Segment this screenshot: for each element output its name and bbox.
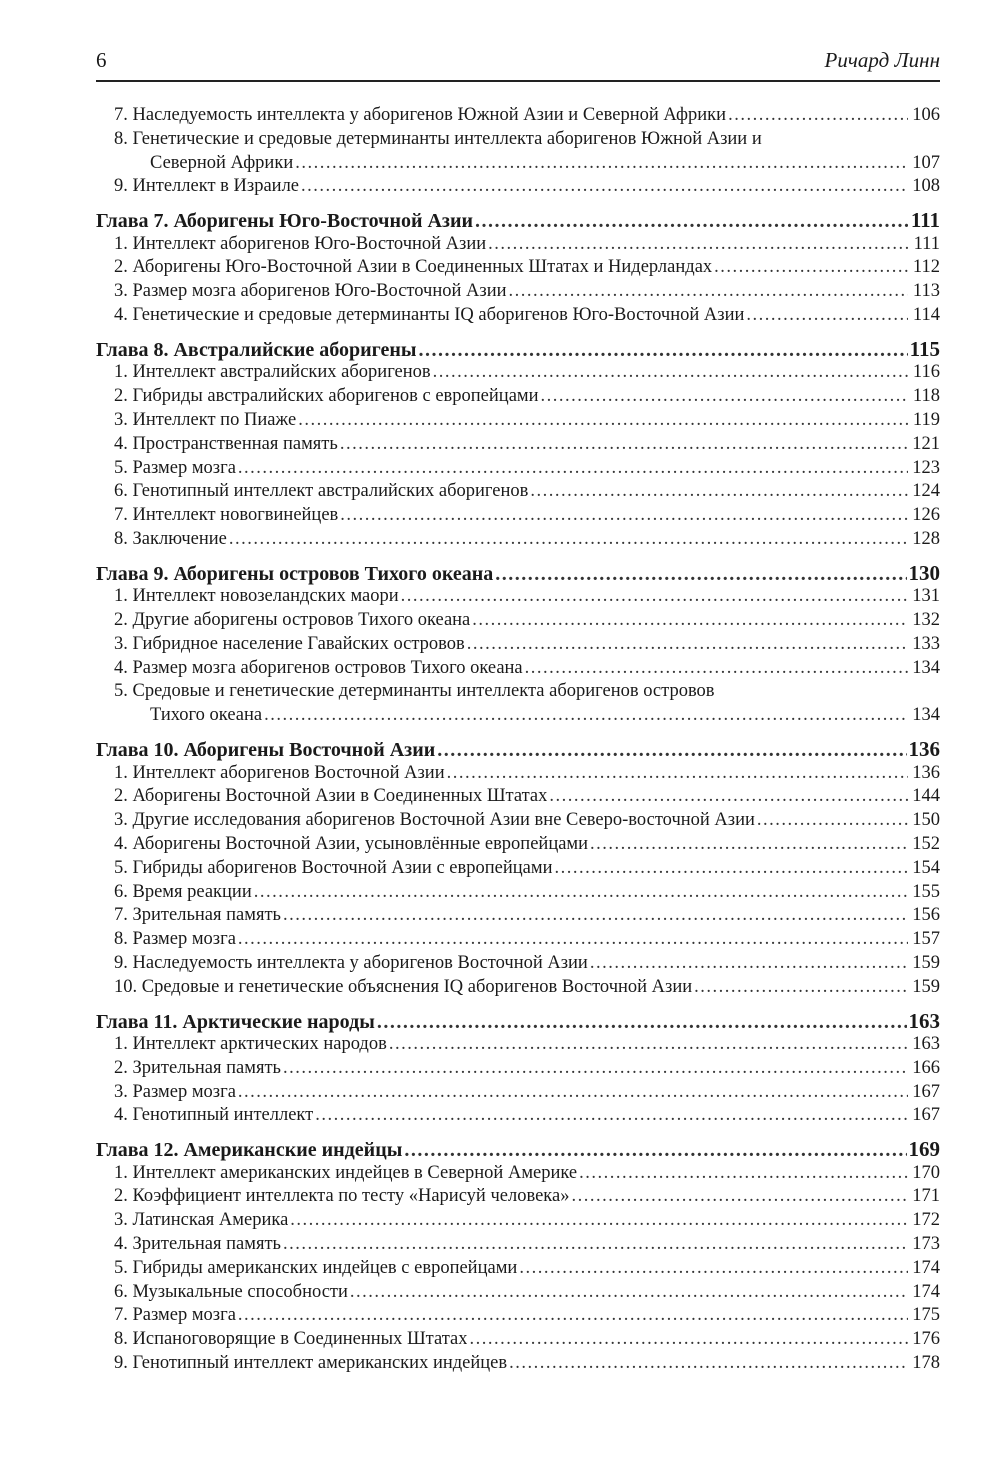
toc-section-entry[interactable] [96, 904, 940, 928]
entry-page-number: 136 [908, 737, 940, 762]
dot-leader [519, 1257, 908, 1281]
entry-title: 4. Зрительная память [114, 1234, 281, 1255]
toc-section-entry[interactable] [96, 280, 940, 304]
dot-leader [530, 480, 908, 504]
entry-page-number: 169 [908, 1137, 940, 1162]
entry-page-number: 111 [910, 208, 940, 233]
entry-title: 7. Размер мозга [114, 1305, 236, 1326]
toc-section-entry[interactable] [96, 433, 940, 457]
entry-title: 4. Генетические и средовые детерминанты IQ аборигенов Юго-Восточной Азии [114, 305, 745, 326]
entry-page-number: 163 [908, 1008, 940, 1033]
entry-page-number: 108 [912, 176, 940, 197]
entry-title: 4. Генотипный интеллект [114, 1105, 314, 1126]
entry-page-number: 119 [912, 409, 940, 430]
toc-section-entry[interactable] [96, 361, 940, 385]
running-header [96, 44, 940, 82]
entry-page-number: 178 [912, 1353, 940, 1374]
toc-section-entry[interactable] [96, 256, 940, 280]
entry-page-number: 174 [912, 1281, 940, 1302]
entry-page-number: 112 [912, 257, 940, 278]
toc-section-entry-continuation[interactable] [96, 704, 940, 728]
dot-leader [254, 881, 908, 905]
toc-section-entry[interactable] [96, 175, 940, 199]
entry-page-number: 126 [912, 505, 940, 526]
entry-page-number: 176 [912, 1329, 940, 1350]
entry-page-number: 131 [912, 586, 940, 607]
running-header-author: Ричард Линн [824, 48, 940, 72]
dot-leader [590, 952, 908, 976]
dot-leader [389, 1033, 908, 1057]
toc-section-entry[interactable] [96, 304, 940, 328]
entry-page-number: 150 [912, 810, 940, 831]
dot-leader [340, 504, 908, 528]
dot-leader [590, 833, 908, 857]
dot-leader [714, 256, 908, 280]
toc-section-entry[interactable] [96, 857, 940, 881]
dot-leader [419, 338, 908, 363]
entry-page-number: 173 [912, 1234, 940, 1255]
dot-leader [437, 738, 906, 763]
dot-leader [495, 562, 906, 587]
toc-section-entry[interactable] [96, 1281, 940, 1305]
toc-section-entry[interactable] [96, 409, 940, 433]
toc-section-entry[interactable] [96, 1033, 940, 1057]
toc-section-entry[interactable] [96, 104, 940, 128]
dot-leader [475, 209, 908, 234]
entry-title: 1. Интеллект австралийских аборигенов [114, 362, 431, 383]
toc-section-entry[interactable] [96, 952, 940, 976]
entry-title: 1. Интеллект новозеландских маори [114, 586, 399, 607]
toc-section-entry[interactable] [96, 1352, 940, 1376]
entry-title: Глава 12. Американские индейцы [96, 1139, 403, 1162]
entry-page-number: 130 [908, 560, 940, 585]
dot-leader [509, 1352, 908, 1376]
page-number: 6 [96, 48, 107, 72]
dot-leader [447, 762, 908, 786]
toc-section-entry[interactable] [96, 976, 940, 1000]
entry-title: 2. Коэффициент интеллекта по тесту «Нарисуй человека» [114, 1186, 570, 1207]
entry-title: 3. Другие исследования аборигенов Восточной Азии вне Северо-восточной Азии [114, 810, 755, 831]
entry-title: Глава 8. Австралийские аборигены [96, 338, 417, 361]
toc-section-entry[interactable] [96, 1328, 940, 1352]
toc-section-entry-continuation[interactable] [96, 152, 940, 176]
dot-leader [746, 304, 908, 328]
entry-title: Глава 7. Аборигены Юго-Восточной Азии [96, 210, 474, 233]
entry-page-number: 113 [912, 281, 940, 302]
toc-section-entry[interactable] [96, 585, 940, 609]
entry-title: Северной Африки [150, 152, 294, 173]
toc-section-entry[interactable] [96, 1104, 940, 1128]
entry-page-number: 134 [912, 657, 940, 678]
entry-page-number: 152 [912, 833, 940, 854]
entry-page-number: 144 [912, 786, 940, 807]
dot-leader [283, 1233, 908, 1257]
toc-section-entry[interactable] [96, 785, 940, 809]
dot-leader [298, 409, 908, 433]
toc-section-entry[interactable] [96, 233, 940, 257]
entry-page-number: 107 [912, 152, 940, 173]
entry-title: 1. Интеллект аборигенов Восточной Азии [114, 762, 445, 783]
toc-chapter-entry[interactable] [96, 1009, 940, 1034]
dot-leader [295, 152, 908, 176]
entry-title: 9. Генотипный интеллект американских индейцев [114, 1353, 508, 1374]
dot-leader [541, 385, 908, 409]
toc-chapter-entry[interactable] [96, 561, 940, 586]
toc-section-entry[interactable] [96, 809, 940, 833]
entry-page-number: 154 [912, 857, 940, 878]
dot-leader [238, 928, 908, 952]
entry-title: Глава 9. Аборигены островов Тихого океана [96, 562, 494, 585]
entry-title: Глава 11. Арктические народы [96, 1010, 375, 1033]
dot-leader [229, 528, 908, 552]
dot-leader [525, 657, 908, 681]
entry-title: 3. Размер мозга аборигенов Юго-Восточной Азии [114, 281, 507, 302]
entry-page-number: 133 [912, 633, 940, 654]
entry-page-number: 163 [912, 1034, 940, 1054]
toc-section-entry[interactable] [96, 385, 940, 409]
entry-page-number: 171 [912, 1186, 940, 1207]
entry-page-number: 156 [912, 905, 940, 926]
toc-section-entry[interactable] [96, 1057, 940, 1081]
entry-title: 7. Зрительная память [114, 905, 281, 926]
entry-page-number: 175 [912, 1305, 940, 1326]
entry-page-number: 157 [912, 929, 940, 950]
toc-section-entry[interactable] [96, 1257, 940, 1281]
toc-section-entry[interactable] [96, 480, 940, 504]
entry-page-number: 123 [912, 457, 940, 478]
toc-chapter-entry[interactable] [96, 737, 940, 762]
entry-page-number: 106 [912, 105, 940, 125]
entry-title: 2. Гибриды австралийских аборигенов с европейцами [114, 386, 539, 407]
dot-leader [340, 433, 908, 457]
entry-title: 6. Генотипный интеллект австралийских аборигенов [114, 481, 529, 502]
dot-leader [404, 1138, 906, 1163]
entry-page-number: 116 [912, 362, 940, 383]
entry-title: 1. Интеллект аборигенов Юго-Восточной Азии [114, 233, 487, 254]
entry-page-number: 166 [912, 1057, 940, 1078]
entry-page-number: 172 [912, 1210, 940, 1231]
entry-title: 4. Размер мозга аборигенов островов Тихого океана [114, 657, 523, 678]
entry-page-number: 134 [912, 705, 940, 726]
entry-title: 5. Размер мозга [114, 457, 236, 478]
toc-section-entry[interactable] [96, 928, 940, 952]
dot-leader [488, 233, 908, 257]
dot-leader [315, 1104, 908, 1128]
dot-leader [290, 1209, 908, 1233]
entry-title: 1. Интеллект арктических народов [114, 1034, 387, 1054]
entry-title: 7. Наследуемость интеллекта у аборигенов Южной Азии и Северной Африки [114, 105, 727, 125]
entry-title: 10. Средовые и генетические объяснения IQ аборигенов Восточной Азии [114, 976, 693, 997]
entry-page-number: 159 [912, 976, 940, 997]
entry-page-number: 174 [912, 1257, 940, 1278]
toc-chapter-entry[interactable] [96, 337, 940, 362]
entry-title: 8. Испаноговорящие в Соединенных Штатах [114, 1329, 468, 1350]
dot-leader [509, 280, 909, 304]
entry-page-number: 124 [912, 481, 940, 502]
dot-leader [238, 1081, 908, 1105]
entry-title: 5. Гибриды аборигенов Восточной Азии с европейцами [114, 857, 553, 878]
entry-title: 9. Наследуемость интеллекта у аборигенов Восточной Азии [114, 952, 588, 973]
toc-section-entry[interactable]: 8. Генетические и средовые детерминанты интеллекта аборигенов Южной Азии и [114, 128, 762, 149]
toc-chapter-entry[interactable] [96, 1137, 940, 1162]
entry-title: 2. Аборигены Восточной Азии в Соединенных Штатах [114, 786, 548, 807]
entry-page-number: 170 [912, 1162, 940, 1183]
dot-leader [377, 1010, 907, 1035]
dot-leader [467, 633, 908, 657]
dot-leader [283, 904, 908, 928]
toc-section-entry[interactable] [96, 1304, 940, 1328]
dot-leader [694, 976, 908, 1000]
entry-title: Тихого океана [150, 705, 263, 726]
toc-section-entry[interactable] [96, 504, 940, 528]
entry-title: 6. Время реакции [114, 881, 252, 902]
entry-title: 6. Музыкальные способности [114, 1281, 348, 1302]
dot-leader [469, 1328, 908, 1352]
dot-leader [433, 361, 908, 385]
entry-title: 9. Интеллект в Израиле [114, 176, 300, 197]
dot-leader [472, 609, 908, 633]
toc-section-entry[interactable] [96, 1209, 940, 1233]
entry-page-number: 115 [909, 336, 940, 361]
entry-title: 3. Латинская Америка [114, 1210, 289, 1231]
entry-title: 8. Размер мозга [114, 929, 236, 950]
dot-leader [549, 785, 908, 809]
entry-page-number: 121 [912, 433, 940, 454]
entry-title: 4. Пространственная память [114, 433, 338, 454]
dot-leader [238, 457, 908, 481]
toc-chapter-entry[interactable] [96, 208, 940, 233]
dot-leader [301, 175, 908, 199]
toc-section-entry[interactable] [96, 657, 940, 681]
toc-section-entry[interactable] [96, 881, 940, 905]
entry-page-number: 132 [912, 610, 940, 631]
toc-section-entry[interactable] [96, 528, 940, 552]
table-of-contents [96, 104, 940, 1376]
entry-title: 3. Интеллект по Пиаже [114, 409, 297, 430]
entry-title: 5. Гибриды американских индейцев с европейцами [114, 1257, 518, 1278]
toc-section-entry[interactable] [96, 762, 940, 786]
entry-title: 4. Аборигены Восточной Азии, усыновлённые европейцами [114, 833, 589, 854]
entry-title: 7. Интеллект новогвинейцев [114, 505, 339, 526]
entry-page-number: 114 [912, 305, 940, 326]
dot-leader [350, 1281, 908, 1305]
toc-section-entry[interactable] [96, 633, 940, 657]
entry-title: 3. Размер мозга [114, 1081, 236, 1102]
entry-title: 2. Зрительная память [114, 1057, 281, 1078]
dot-leader [757, 809, 908, 833]
entry-page-number: 136 [912, 762, 940, 783]
toc-section-entry[interactable] [96, 609, 940, 633]
entry-page-number: 128 [912, 528, 940, 549]
dot-leader [571, 1185, 908, 1209]
dot-leader [728, 104, 908, 128]
entry-page-number: 167 [912, 1081, 940, 1102]
entry-title: Глава 10. Аборигены Восточной Азии [96, 739, 436, 762]
dot-leader [283, 1057, 908, 1081]
dot-leader [554, 857, 908, 881]
entry-title: 3. Гибридное население Гавайских островов [114, 633, 465, 654]
entry-page-number: 111 [913, 233, 940, 254]
dot-leader [401, 585, 908, 609]
toc-section-entry[interactable] [96, 1233, 940, 1257]
toc-section-entry[interactable] [96, 833, 940, 857]
entry-title: 8. Заключение [114, 528, 227, 549]
dot-leader [264, 704, 908, 728]
toc-section-entry[interactable] [96, 1185, 940, 1209]
entry-page-number: 118 [912, 386, 940, 407]
entry-page-number: 155 [912, 881, 940, 902]
entry-title: 1. Интеллект американских индейцев в Северной Америке [114, 1162, 578, 1183]
entry-page-number: 167 [912, 1105, 940, 1126]
entry-page-number: 159 [912, 952, 940, 973]
dot-leader [238, 1304, 908, 1328]
toc-section-entry[interactable] [96, 457, 940, 481]
toc-section-entry[interactable] [96, 1162, 940, 1186]
entry-title: 2. Аборигены Юго-Восточной Азии в Соединенных Штатах и Нидерландах [114, 257, 713, 278]
toc-section-entry[interactable]: 5. Средовые и генетические детерминанты интеллекта аборигенов островов [114, 681, 715, 702]
toc-section-entry[interactable] [96, 1081, 940, 1105]
entry-title: 2. Другие аборигены островов Тихого океана [114, 610, 471, 631]
dot-leader [579, 1162, 908, 1186]
